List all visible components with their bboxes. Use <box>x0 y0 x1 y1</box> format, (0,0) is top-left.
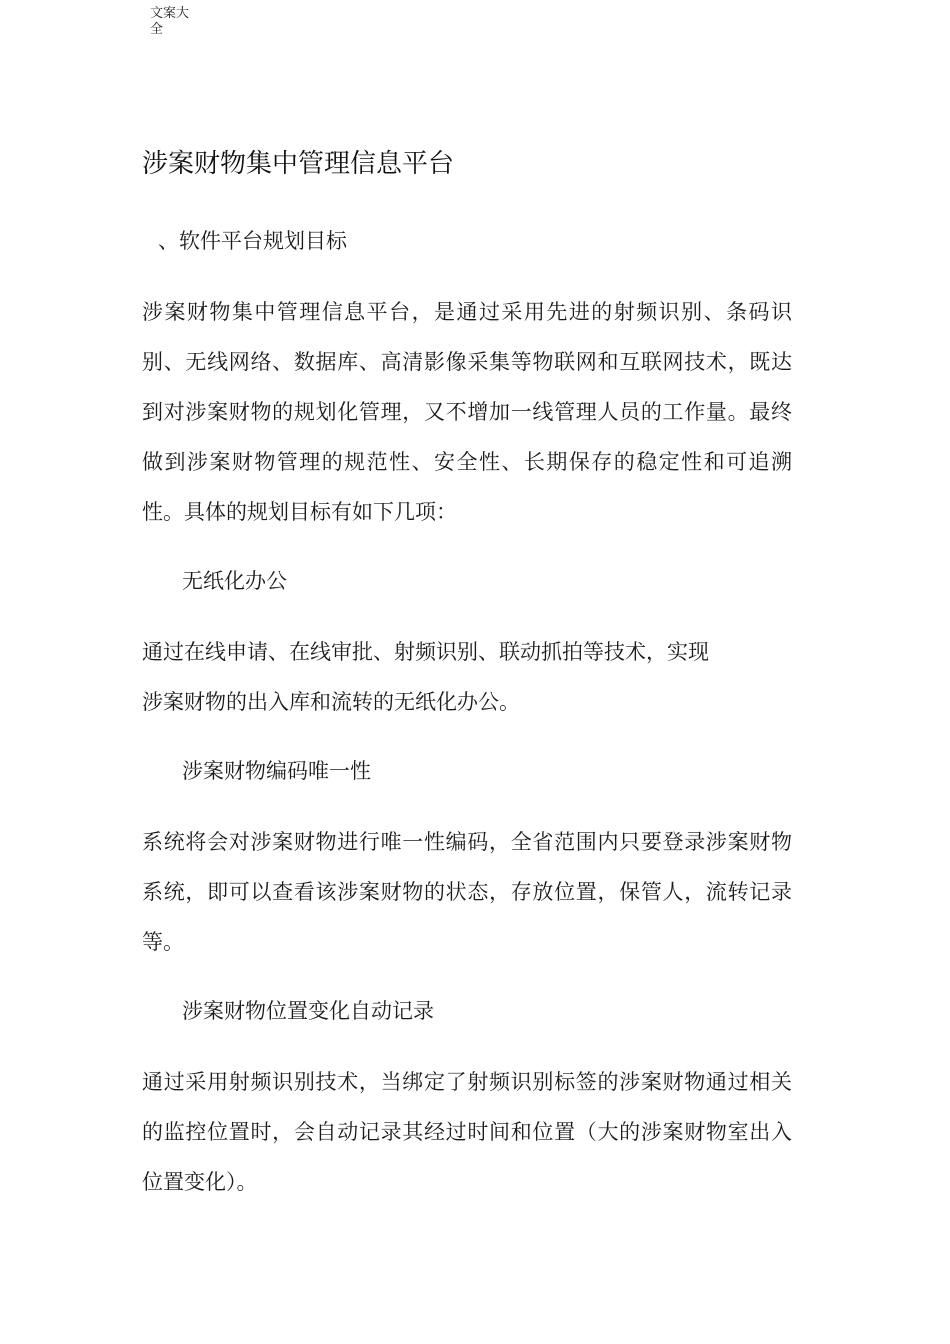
document-title: 涉案财物集中管理信息平台 <box>142 149 455 179</box>
goal-text-unique-code: 系统将会对涉案财物进行唯一性编码，全省范围内只要登录涉案财物系统，即可以查看该涉案财物的状态，存放位置，保管人，流转记录等。 <box>142 830 792 954</box>
section-heading: 、软件平台规划目标 <box>158 229 347 253</box>
goal-text-auto-record: 通过采用射频识别技术，当绑定了射频识别标签的涉案财物通过相关的监控位置时，会自动记录其经过时间和位置（大的涉案财物室出入位置变化）。 <box>142 1070 792 1194</box>
goal-heading-paperless: 无纸化办公 <box>182 569 287 593</box>
goal-text-paperless-line: 通过在线申请、在线审批、射频识别、联动抓拍等技术，实现 <box>142 640 709 664</box>
goal-heading-auto-record: 涉案财物位置变化自动记录 <box>182 999 434 1023</box>
intro-paragraph: 涉案财物集中管理信息平台，是通过采用先进的射频识别、条码识别、无线网络、数据库、高清影像采集等物联网和互联网技术，既达到对涉案财物的规划化管理，又不增加一线管理人员的工作量。最终做到涉案财物管理的规范性、安全性、长期保存的稳定性和可追溯性。具体的规划目标有如下几项： <box>142 300 792 524</box>
header-mark: 文案大全 <box>150 6 190 37</box>
goal-text-paperless <box>142 627 792 727</box>
goal-text-paperless-line: 涉案财物的出入库和流转的无纸化办公。 <box>142 690 520 714</box>
goal-heading-unique-code: 涉案财物编码唯一性 <box>182 759 371 783</box>
